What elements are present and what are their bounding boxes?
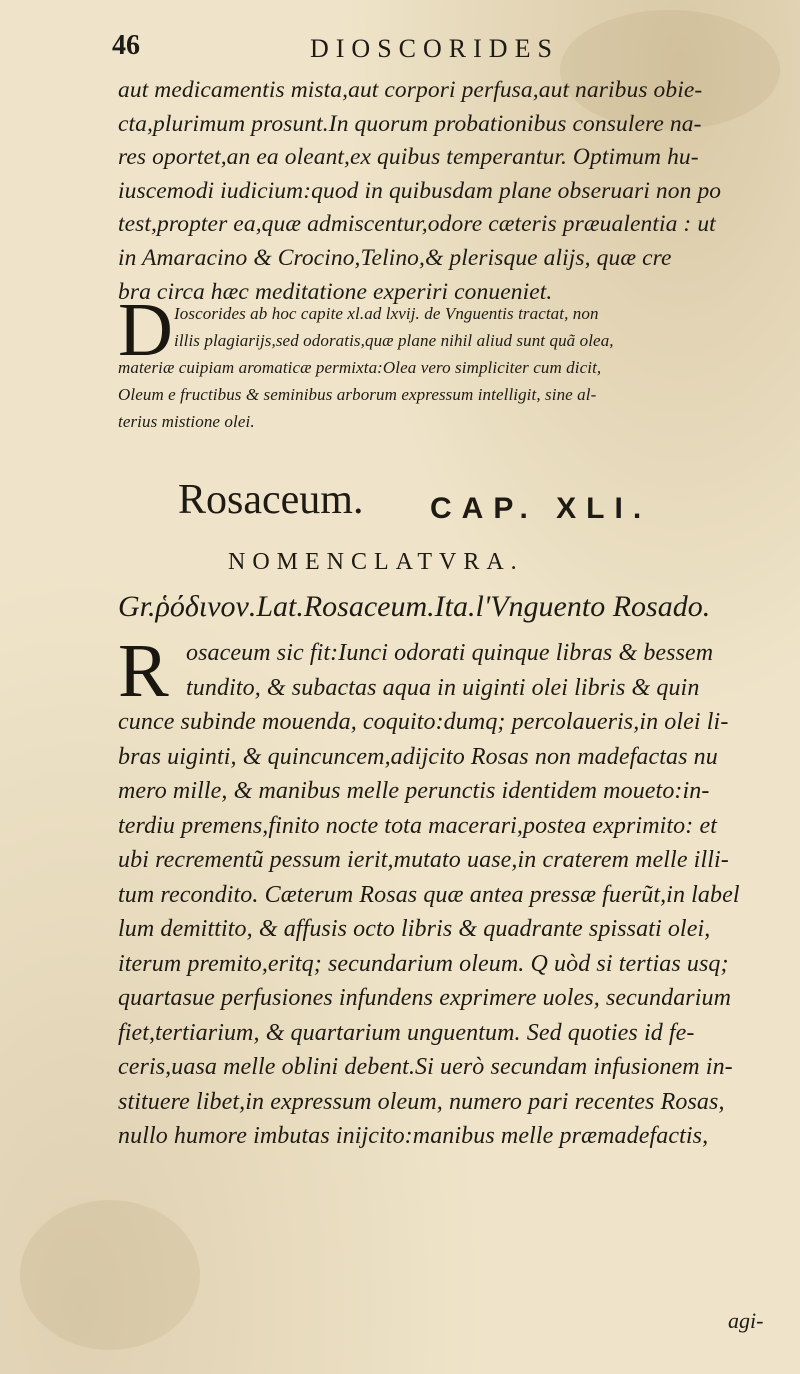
synonyms-line: Gr.ῥόδινον.Lat.Rosaceum.Ita.l'Vnguento Rosado. <box>118 590 711 623</box>
text-line: tundito, & subactas aqua in uiginti olei libris & quin <box>186 674 700 701</box>
text-line: ubi recrementũ pessum ierit,mutato uase,in craterem melle illi- <box>118 847 729 873</box>
text-line: fiet,tertiarium, & quartarium unguentum. Sed quoties id fe- <box>118 1019 695 1046</box>
text-line: illis plagiarijs,sed odoratis,quæ plane nihil aliud sunt quã olea, <box>174 331 614 350</box>
text-line: in Amaracino & Crocino,Telino,& plerisque alijs, quæ cre <box>118 244 672 271</box>
catchword: agi- <box>728 1308 764 1333</box>
text-line: mero mille, & manibus melle perunctis identidem moueto:in- <box>118 778 710 804</box>
commentary-paragraph <box>118 300 778 435</box>
text-line: ceris,uasa melle oblini debent.Si uerò secundam infusionem in- <box>118 1054 733 1080</box>
text-line: res oportet,an ea oleant,ex quibus temperantur. Optimum hu- <box>118 144 699 171</box>
text-line: quartasue perfusiones infundens exprimere uoles, secundarium <box>118 985 732 1011</box>
page-header <box>112 30 772 70</box>
text-line: test,propter ea,quæ admiscentur,odore cæteris præualentia : ut <box>118 211 716 238</box>
text-line: nullo humore imbutas inijcito:manibus melle præmadefactis, <box>118 1123 709 1149</box>
nomenclature-heading: NOMENCLATVRA. <box>228 549 524 575</box>
text-line: bra circa hæc meditatione experiri conueniet. <box>118 278 553 305</box>
text-line: terius mistione olei. <box>118 412 255 431</box>
chapter-number: CAP. XLI. <box>430 492 652 525</box>
text-line: bras uiginti, & quincuncem,adijcito Rosas non madefactas nu <box>118 743 718 770</box>
text-line: osaceum sic fit:Iunci odorati quinque libras & bessem <box>186 640 714 666</box>
text-line: Oleum e fructibus & seminibus arborum expressum intelligit, sine al- <box>118 385 597 404</box>
text-line: iterum premito,eritq; secundarium oleum. Q uòd si tertias usq; <box>118 950 729 977</box>
intro-paragraph <box>118 74 778 309</box>
text-line: cunce subinde mouenda, coquito:dumq; percolaueris,in olei li- <box>118 709 729 735</box>
text-line: stituere libet,in expressum oleum, numero pari recentes Rosas, <box>118 1088 725 1115</box>
text-line: tum recondito. Cæterum Rosas quæ antea pressæ fuerũt,in label <box>118 881 740 908</box>
text-line: cta,plurimum prosunt.In quorum probationibus consulere na- <box>118 110 702 137</box>
foxing-stain <box>20 1200 200 1350</box>
running-head: DIOSCORIDES <box>310 34 559 63</box>
recipe-paragraph <box>118 636 778 1154</box>
text-line: aut medicamentis mista,aut corpori perfusa,aut naribus obie- <box>118 77 703 103</box>
text-line: materiæ cuipiam aromaticæ permixta:Olea vero simpliciter cum dicit, <box>118 358 602 377</box>
drop-cap-initial: D <box>118 288 173 372</box>
drop-cap-initial: R <box>118 629 169 713</box>
text-line: iuscemodi iudicium:quod in quibusdam plane obseruari non po <box>118 177 722 204</box>
chapter-title: Rosaceum. <box>178 477 364 523</box>
text-line: Ioscorides ab hoc capite xl.ad lxvij. de Vnguentis tractat, non <box>174 304 599 323</box>
text-line: terdiu premens,finito nocte tota macerari,postea exprimito: et <box>118 812 717 839</box>
text-line: lum demittito, & affusis octo libris & quadrante spissati olei, <box>118 916 711 942</box>
page-number: 46 <box>112 30 140 61</box>
